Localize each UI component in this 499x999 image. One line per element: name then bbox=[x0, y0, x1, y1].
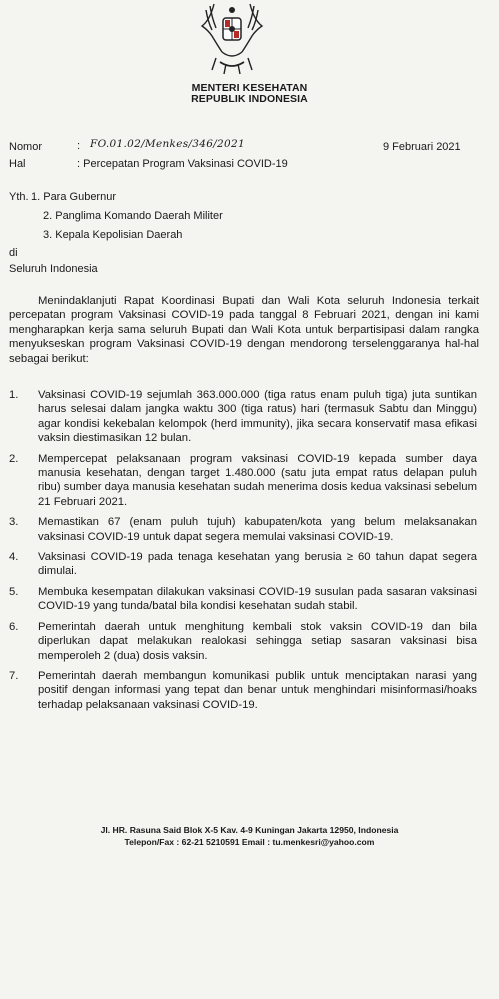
list-item-text: Pemerintah daerah membangun komunikasi publik untuk menciptakan narasi yang positif dengan informasi yang tepat dan benar untuk menghindari misinformasi/hoaks terhadap pelaksanaan vaksinasi COVID-19. bbox=[38, 669, 477, 711]
location: Seluruh Indonesia bbox=[9, 263, 98, 275]
footer-contact: Telepon/Fax : 62-21 5210591 Email : tu.menkesri@yahoo.com bbox=[124, 837, 375, 847]
letter-date: 9 Februari 2021 bbox=[383, 141, 461, 153]
list-item-number: 3. bbox=[9, 516, 19, 529]
list-item-number: 6. bbox=[9, 620, 19, 633]
list-item-text: Vaksinasi COVID-19 pada tenaga kesehatan yang berusia ≥ 60 tahun dapat segera dimulai. bbox=[38, 551, 477, 578]
list-item-text: Mempercepat pelaksanaan program vaksinasi COVID-19 kepada sumber daya manusia kesehatan, dengan target 1.480.000 (satu juta empat ratus delapan puluh ribu) sumber daya manusia kesehatan sudah menerima dosis kedua vaksinasi sebelum 21 Februari 2021. bbox=[38, 452, 477, 508]
list-item bbox=[9, 620, 477, 663]
garuda-emblem-icon bbox=[192, 0, 272, 80]
list-item-number: 7. bbox=[9, 669, 19, 682]
list-item bbox=[9, 550, 477, 579]
heading-line-2: REPUBLIK INDONESIA bbox=[191, 93, 308, 105]
list-item bbox=[9, 452, 477, 510]
list-item-number: 1. bbox=[9, 389, 19, 401]
nomor-value: FO.01.02/Menkes/346/2021 bbox=[90, 138, 245, 150]
yth-label: Yth. bbox=[9, 191, 29, 203]
recipient-2: 2. Panglima Komando Daerah Militer bbox=[43, 210, 223, 222]
list-item-number: 2. bbox=[9, 452, 19, 465]
list-item bbox=[9, 515, 477, 544]
footer-address: Jl. HR. Rasuna Said Blok X-5 Kav. 4-9 Kuningan Jakarta 12950, Indonesia bbox=[100, 825, 399, 835]
list-item-text: Pemerintah daerah untuk menghitung kembali stok vaksin COVID-19 dan bila diperlukan dapat melakukan realokasi sehingga setiap sasaran vaksinasi bisa memperoleh 2 (dua) dosis vaksin. bbox=[38, 620, 477, 662]
intro-paragraph: Menindaklanjuti Rapat Koordinasi Bupati dan Wali Kota seluruh Indonesia terkait percepatan program Vaksinasi COVID-19 pada tanggal 8 Februari 2021, dengan ini kami mengharapkan kerja sama seluruh Bupati dan Wali Kota untuk berpartisipasi dalam rangka menyukseskan program Vaksinasi COVID-19 dengan mendorong terselenggaranya hal-hal sebagai berikut: bbox=[9, 295, 479, 365]
heading-line-1: MENTERI KESEHATAN bbox=[191, 82, 308, 94]
hal-label: Hal bbox=[9, 158, 26, 170]
letter-heading bbox=[0, 83, 499, 105]
nomor-colon: : bbox=[77, 140, 81, 152]
list-item bbox=[9, 669, 477, 712]
list-item-text: Membuka kesempatan dilakukan vaksinasi COVID-19 susulan pada sasaran vaksinasi COVID-19 yang tunda/batal bila kondisi kesehatan sudah stabil. bbox=[38, 585, 477, 613]
recipient-1: 1. Para Gubernur bbox=[31, 191, 116, 203]
list-item-text: Vaksinasi COVID-19 sejumlah 363.000.000 (tiga ratus enam puluh tiga) juta suntikan harus selesai dalam jangka waktu 300 (tiga ratus) hari (termasuk Sabtu dan Minggu) agar kondisi kekebalan kelompok (herd immunity), jika secara konservatif masa efikasi vaksin diestimasikan 12 bulan. bbox=[38, 389, 477, 445]
nomor-label: Nomor bbox=[9, 141, 43, 153]
di-label: di bbox=[9, 247, 18, 259]
list-item bbox=[9, 585, 477, 614]
list-item-text: Memastikan 67 (enam puluh tujuh) kabupaten/kota yang belum melaksanakan vaksinasi COVID-19 untuk dapat segera memulai vaksinasi COVID-19. bbox=[38, 516, 477, 543]
points-list bbox=[9, 388, 477, 718]
list-item-number: 4. bbox=[9, 551, 19, 564]
recipient-3: 3. Kepala Kepolisian Daerah bbox=[43, 229, 183, 241]
list-item bbox=[9, 388, 477, 446]
list-item-number: 5. bbox=[9, 585, 19, 598]
hal-value: : Percepatan Program Vaksinasi COVID-19 bbox=[77, 158, 288, 170]
